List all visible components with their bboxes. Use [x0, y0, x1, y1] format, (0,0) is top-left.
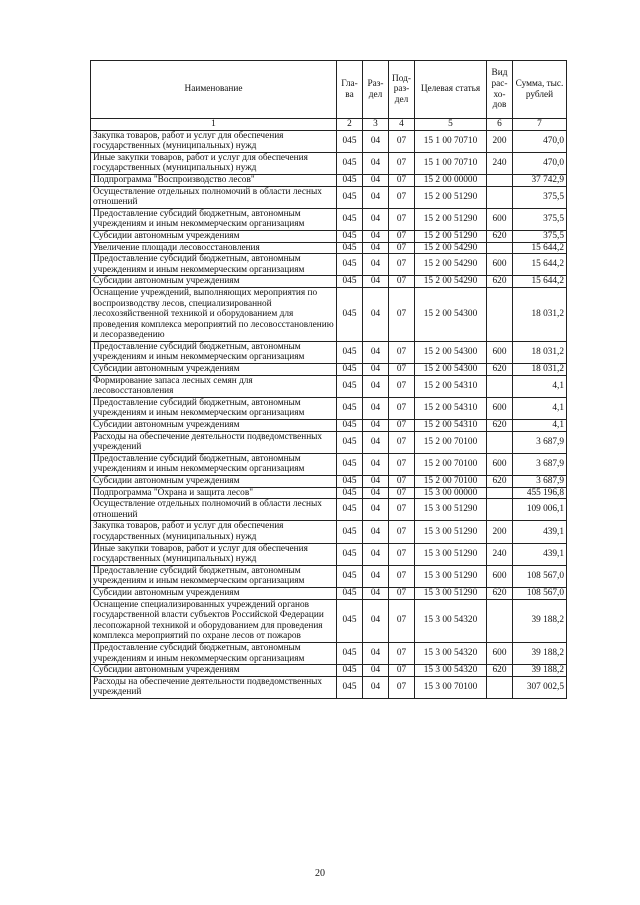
- glava-cell: 045: [337, 431, 363, 453]
- target-cell: 15 2 00 54300: [415, 341, 487, 363]
- vid-cell: [487, 499, 513, 521]
- razdel-cell: 04: [363, 476, 389, 488]
- razdel-cell: 04: [363, 665, 389, 677]
- table-row: [91, 186, 567, 208]
- name-cell: Предоставление субсидий бюджетным, автономным учреждениям и иным некоммерческим организациям: [91, 208, 337, 230]
- podrazdel-cell: 07: [389, 276, 415, 288]
- podrazdel-cell: 07: [389, 543, 415, 565]
- name-cell: Предоставление субсидий бюджетным, автономным учреждениям и иным некоммерческим организациям: [91, 397, 337, 419]
- podrazdel-cell: 07: [389, 397, 415, 419]
- vid-cell: 240: [487, 152, 513, 174]
- name-cell: Предоставление субсидий бюджетным, автономным учреждениям и иным некоммерческим организациям: [91, 341, 337, 363]
- vid-cell: 240: [487, 543, 513, 565]
- vid-cell: [487, 431, 513, 453]
- table-row: [91, 397, 567, 419]
- razdel-cell: 04: [363, 397, 389, 419]
- vid-cell: 600: [487, 642, 513, 664]
- razdel-cell: 04: [363, 152, 389, 174]
- podrazdel-cell: 07: [389, 420, 415, 432]
- glava-cell: 045: [337, 341, 363, 363]
- podrazdel-cell: 07: [389, 642, 415, 664]
- table-row: [91, 276, 567, 288]
- name-cell: Предоставление субсидий бюджетным, автономным учреждениям и иным некоммерческим организациям: [91, 565, 337, 587]
- budget-table: [90, 60, 567, 699]
- target-cell: 15 3 00 00000: [415, 487, 487, 499]
- table-row: [91, 543, 567, 565]
- header-target: Целевая статья: [415, 61, 487, 119]
- glava-cell: 045: [337, 130, 363, 152]
- podrazdel-cell: 07: [389, 499, 415, 521]
- table-row: [91, 375, 567, 397]
- page-number: 20: [315, 868, 325, 879]
- vid-cell: [487, 375, 513, 397]
- glava-cell: 045: [337, 665, 363, 677]
- sum-cell: 15 644,2: [513, 254, 567, 276]
- name-cell: Предоставление субсидий бюджетным, автономным учреждениям и иным некоммерческим организациям: [91, 642, 337, 664]
- vid-cell: 620: [487, 587, 513, 599]
- glava-cell: 045: [337, 375, 363, 397]
- target-cell: 15 2 00 54310: [415, 375, 487, 397]
- target-cell: 15 2 00 54290: [415, 242, 487, 254]
- vid-cell: [487, 599, 513, 642]
- glava-cell: 045: [337, 420, 363, 432]
- sum-cell: 439,1: [513, 521, 567, 543]
- name-cell: Предоставление субсидий бюджетным, автономным учреждениям и иным некоммерческим организациям: [91, 453, 337, 475]
- razdel-cell: 04: [363, 276, 389, 288]
- podrazdel-cell: 07: [389, 364, 415, 376]
- sum-cell: 375,5: [513, 186, 567, 208]
- table-row: [91, 242, 567, 254]
- name-cell: Увеличение площади лесовосстановления: [91, 242, 337, 254]
- name-cell: Осуществление отдельных полномочий в области лесных отношений: [91, 499, 337, 521]
- podrazdel-cell: 07: [389, 242, 415, 254]
- sum-cell: 470,0: [513, 130, 567, 152]
- header-name: Наименование: [91, 61, 337, 119]
- table-row: [91, 676, 567, 698]
- sum-cell: 3 687,9: [513, 431, 567, 453]
- vid-cell: 620: [487, 476, 513, 488]
- sum-cell: 18 031,2: [513, 341, 567, 363]
- sum-cell: 470,0: [513, 152, 567, 174]
- name-cell: Формирование запаса лесных семян для лесовосстановления: [91, 375, 337, 397]
- target-cell: 15 3 00 54320: [415, 665, 487, 677]
- glava-cell: 045: [337, 521, 363, 543]
- razdel-cell: 04: [363, 208, 389, 230]
- podrazdel-cell: 07: [389, 565, 415, 587]
- target-cell: 15 1 00 70710: [415, 130, 487, 152]
- razdel-cell: 04: [363, 599, 389, 642]
- table-row: [91, 341, 567, 363]
- glava-cell: 045: [337, 487, 363, 499]
- sum-cell: 3 687,9: [513, 476, 567, 488]
- target-cell: 15 2 00 54290: [415, 254, 487, 276]
- target-cell: 15 2 00 51290: [415, 208, 487, 230]
- name-cell: Закупка товаров, работ и услуг для обеспечения государственных (муниципальных) нужд: [91, 130, 337, 152]
- target-cell: 15 2 00 51290: [415, 186, 487, 208]
- razdel-cell: 04: [363, 420, 389, 432]
- vid-cell: 600: [487, 565, 513, 587]
- razdel-cell: 04: [363, 499, 389, 521]
- table-row: [91, 499, 567, 521]
- vid-cell: [487, 174, 513, 186]
- sum-cell: 4,1: [513, 420, 567, 432]
- razdel-cell: 04: [363, 254, 389, 276]
- vid-cell: 600: [487, 341, 513, 363]
- podrazdel-cell: 07: [389, 152, 415, 174]
- sum-cell: 109 006,1: [513, 499, 567, 521]
- target-cell: 15 2 00 54300: [415, 287, 487, 341]
- name-cell: Субсидии автономным учреждениям: [91, 276, 337, 288]
- column-number: 5: [415, 119, 487, 131]
- table-row: [91, 230, 567, 242]
- header-glava: Гла-ва: [337, 61, 363, 119]
- podrazdel-cell: 07: [389, 453, 415, 475]
- target-cell: 15 2 00 54300: [415, 364, 487, 376]
- glava-cell: 045: [337, 543, 363, 565]
- name-cell: Субсидии автономным учреждениям: [91, 665, 337, 677]
- podrazdel-cell: 07: [389, 431, 415, 453]
- vid-cell: 600: [487, 397, 513, 419]
- podrazdel-cell: 07: [389, 230, 415, 242]
- table-header-row: [91, 61, 567, 119]
- table-row: [91, 599, 567, 642]
- table-row: [91, 521, 567, 543]
- glava-cell: 045: [337, 208, 363, 230]
- header-sum: Сумма, тыс. рублей: [513, 61, 567, 119]
- sum-cell: 18 031,2: [513, 364, 567, 376]
- glava-cell: 045: [337, 676, 363, 698]
- podrazdel-cell: 07: [389, 587, 415, 599]
- glava-cell: 045: [337, 152, 363, 174]
- column-number: 3: [363, 119, 389, 131]
- target-cell: 15 3 00 54320: [415, 642, 487, 664]
- table-row: [91, 453, 567, 475]
- podrazdel-cell: 07: [389, 186, 415, 208]
- glava-cell: 045: [337, 499, 363, 521]
- vid-cell: 600: [487, 453, 513, 475]
- vid-cell: 600: [487, 208, 513, 230]
- target-cell: 15 2 00 00000: [415, 174, 487, 186]
- razdel-cell: 04: [363, 186, 389, 208]
- target-cell: 15 2 00 54310: [415, 397, 487, 419]
- sum-cell: 307 002,5: [513, 676, 567, 698]
- razdel-cell: 04: [363, 174, 389, 186]
- target-cell: 15 3 00 54320: [415, 599, 487, 642]
- sum-cell: 108 567,0: [513, 587, 567, 599]
- name-cell: Подпрограмма "Воспроизводство лесов": [91, 174, 337, 186]
- razdel-cell: 04: [363, 242, 389, 254]
- razdel-cell: 04: [363, 341, 389, 363]
- name-cell: Иные закупки товаров, работ и услуг для обеспечения государственных (муниципальных) нужд: [91, 543, 337, 565]
- glava-cell: 045: [337, 476, 363, 488]
- target-cell: 15 3 00 51290: [415, 521, 487, 543]
- header-vid: Вид рас-хо-дов: [487, 61, 513, 119]
- vid-cell: 620: [487, 364, 513, 376]
- table-row: [91, 476, 567, 488]
- podrazdel-cell: 07: [389, 676, 415, 698]
- podrazdel-cell: 07: [389, 174, 415, 186]
- table-row: [91, 208, 567, 230]
- name-cell: Оснащение учреждений, выполняющих мероприятия по воспроизводству лесов, специализированной лесохозяйственной техникой и оборудованием для проведения комплекса мероприятий по лесовосстановлению и лесоразведению: [91, 287, 337, 341]
- name-cell: Оснащение специализированных учреждений органов государственной власти субъектов Российской Федерации лесопожарной техникой и оборудованием для проведения комплекса мероприятий по охране лесов от пожаров: [91, 599, 337, 642]
- sum-cell: 3 687,9: [513, 453, 567, 475]
- podrazdel-cell: 07: [389, 254, 415, 276]
- glava-cell: 045: [337, 397, 363, 419]
- sum-cell: 37 742,9: [513, 174, 567, 186]
- razdel-cell: 04: [363, 565, 389, 587]
- sum-cell: 375,5: [513, 230, 567, 242]
- podrazdel-cell: 07: [389, 521, 415, 543]
- vid-cell: 200: [487, 130, 513, 152]
- vid-cell: [487, 676, 513, 698]
- target-cell: 15 1 00 70710: [415, 152, 487, 174]
- razdel-cell: 04: [363, 521, 389, 543]
- name-cell: Расходы на обеспечение деятельности подведомственных учреждений: [91, 431, 337, 453]
- sum-cell: 439,1: [513, 543, 567, 565]
- glava-cell: 045: [337, 287, 363, 341]
- name-cell: Иные закупки товаров, работ и услуг для обеспечения государственных (муниципальных) нужд: [91, 152, 337, 174]
- target-cell: 15 3 00 51290: [415, 499, 487, 521]
- podrazdel-cell: 07: [389, 341, 415, 363]
- table-row: [91, 587, 567, 599]
- target-cell: 15 2 00 54290: [415, 276, 487, 288]
- razdel-cell: 04: [363, 543, 389, 565]
- table-row: [91, 642, 567, 664]
- razdel-cell: 04: [363, 230, 389, 242]
- table-row: [91, 565, 567, 587]
- razdel-cell: 04: [363, 487, 389, 499]
- name-cell: Осуществление отдельных полномочий в области лесных отношений: [91, 186, 337, 208]
- target-cell: 15 2 00 70100: [415, 476, 487, 488]
- sum-cell: 39 188,2: [513, 642, 567, 664]
- razdel-cell: 04: [363, 375, 389, 397]
- razdel-cell: 04: [363, 431, 389, 453]
- column-number: 4: [389, 119, 415, 131]
- razdel-cell: 04: [363, 287, 389, 341]
- podrazdel-cell: 07: [389, 487, 415, 499]
- glava-cell: 045: [337, 364, 363, 376]
- sum-cell: 15 644,2: [513, 242, 567, 254]
- glava-cell: 045: [337, 642, 363, 664]
- name-cell: Предоставление субсидий бюджетным, автономным учреждениям и иным некоммерческим организациям: [91, 254, 337, 276]
- name-cell: Закупка товаров, работ и услуг для обеспечения государственных (муниципальных) нужд: [91, 521, 337, 543]
- vid-cell: [487, 242, 513, 254]
- razdel-cell: 04: [363, 676, 389, 698]
- podrazdel-cell: 07: [389, 665, 415, 677]
- vid-cell: 200: [487, 521, 513, 543]
- table-row: [91, 254, 567, 276]
- target-cell: 15 2 00 51290: [415, 230, 487, 242]
- name-cell: Расходы на обеспечение деятельности подведомственных учреждений: [91, 676, 337, 698]
- sum-cell: 4,1: [513, 397, 567, 419]
- table-row: [91, 174, 567, 186]
- sum-cell: 455 196,8: [513, 487, 567, 499]
- table-row: [91, 487, 567, 499]
- table-body: [91, 130, 567, 698]
- razdel-cell: 04: [363, 364, 389, 376]
- glava-cell: 045: [337, 242, 363, 254]
- vid-cell: [487, 287, 513, 341]
- podrazdel-cell: 07: [389, 130, 415, 152]
- target-cell: 15 3 00 70100: [415, 676, 487, 698]
- vid-cell: 620: [487, 230, 513, 242]
- glava-cell: 045: [337, 565, 363, 587]
- table-row: [91, 287, 567, 341]
- sum-cell: 39 188,2: [513, 665, 567, 677]
- razdel-cell: 04: [363, 130, 389, 152]
- name-cell: Субсидии автономным учреждениям: [91, 420, 337, 432]
- vid-cell: 620: [487, 276, 513, 288]
- name-cell: Субсидии автономным учреждениям: [91, 587, 337, 599]
- name-cell: Подпрограмма "Охрана и защита лесов": [91, 487, 337, 499]
- column-number-row: [91, 119, 567, 131]
- razdel-cell: 04: [363, 587, 389, 599]
- target-cell: 15 2 00 54310: [415, 420, 487, 432]
- podrazdel-cell: 07: [389, 476, 415, 488]
- razdel-cell: 04: [363, 642, 389, 664]
- column-number: 1: [91, 119, 337, 131]
- glava-cell: 045: [337, 453, 363, 475]
- glava-cell: 045: [337, 276, 363, 288]
- header-razdel: Раз-дел: [363, 61, 389, 119]
- column-number: 6: [487, 119, 513, 131]
- name-cell: Субсидии автономным учреждениям: [91, 476, 337, 488]
- sum-cell: 15 644,2: [513, 276, 567, 288]
- glava-cell: 045: [337, 174, 363, 186]
- glava-cell: 045: [337, 599, 363, 642]
- glava-cell: 045: [337, 587, 363, 599]
- name-cell: Субсидии автономным учреждениям: [91, 230, 337, 242]
- name-cell: Субсидии автономным учреждениям: [91, 364, 337, 376]
- vid-cell: 620: [487, 420, 513, 432]
- sum-cell: 375,5: [513, 208, 567, 230]
- target-cell: 15 2 00 70100: [415, 431, 487, 453]
- podrazdel-cell: 07: [389, 375, 415, 397]
- podrazdel-cell: 07: [389, 599, 415, 642]
- header-podrazdel: Под-раз-дел: [389, 61, 415, 119]
- podrazdel-cell: 07: [389, 208, 415, 230]
- target-cell: 15 3 00 51290: [415, 565, 487, 587]
- sum-cell: 39 188,2: [513, 599, 567, 642]
- vid-cell: [487, 487, 513, 499]
- column-number: 7: [513, 119, 567, 131]
- vid-cell: 620: [487, 665, 513, 677]
- glava-cell: 045: [337, 254, 363, 276]
- table-row: [91, 364, 567, 376]
- column-number: 2: [337, 119, 363, 131]
- table-row: [91, 130, 567, 152]
- sum-cell: 4,1: [513, 375, 567, 397]
- table-row: [91, 152, 567, 174]
- glava-cell: 045: [337, 186, 363, 208]
- vid-cell: 600: [487, 254, 513, 276]
- podrazdel-cell: 07: [389, 287, 415, 341]
- table-row: [91, 431, 567, 453]
- vid-cell: [487, 186, 513, 208]
- sum-cell: 108 567,0: [513, 565, 567, 587]
- table-row: [91, 665, 567, 677]
- glava-cell: 045: [337, 230, 363, 242]
- sum-cell: 18 031,2: [513, 287, 567, 341]
- target-cell: 15 3 00 51290: [415, 587, 487, 599]
- target-cell: 15 2 00 70100: [415, 453, 487, 475]
- target-cell: 15 3 00 51290: [415, 543, 487, 565]
- razdel-cell: 04: [363, 453, 389, 475]
- table-row: [91, 420, 567, 432]
